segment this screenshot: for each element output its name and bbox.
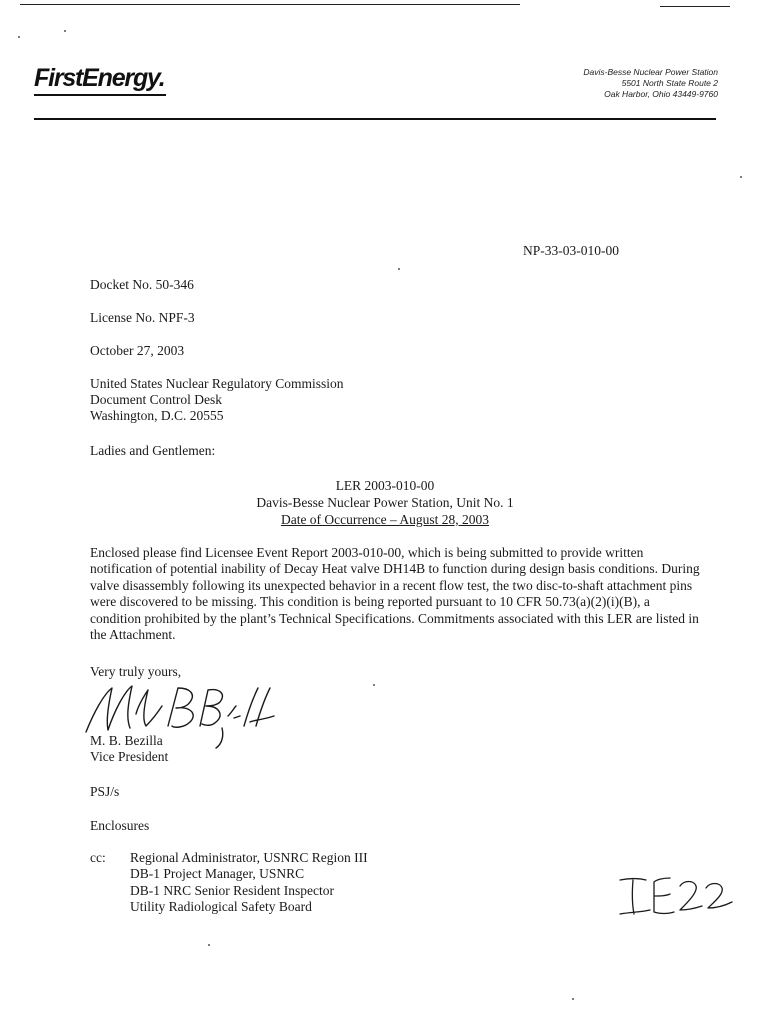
- signer-name: M. B. Bezilla: [90, 733, 163, 748]
- scan-speck: [208, 944, 210, 946]
- cc-recipient: Utility Radiological Safety Board: [130, 899, 312, 915]
- typist-initials: PSJ/s: [90, 784, 120, 799]
- subject-ler: LER 2003-010-00: [335, 478, 435, 493]
- top-rule-left: [20, 4, 520, 5]
- address-line: Oak Harbor, Ohio 43449-9760: [604, 89, 718, 99]
- scan-speck: [740, 176, 742, 178]
- top-rule-right: [660, 6, 730, 7]
- recipient-line: Washington, D.C. 20555: [90, 408, 224, 423]
- recipient-line: Document Control Desk: [90, 392, 222, 407]
- handwritten-mark: [612, 862, 736, 924]
- document-id: NP-33-03-010-00: [523, 243, 619, 258]
- address-line: Davis-Besse Nuclear Power Station: [583, 67, 718, 77]
- cc-recipient: DB-1 Project Manager, USNRC: [130, 866, 305, 882]
- docket-number: Docket No. 50-346: [90, 277, 194, 292]
- license-number: License No. NPF-3: [90, 310, 195, 325]
- logo-underline: [34, 94, 166, 96]
- salutation: Ladies and Gentlemen:: [90, 443, 216, 458]
- scan-speck: [398, 268, 400, 270]
- scan-speck: [64, 30, 66, 32]
- address-line: 5501 North State Route 2: [621, 78, 718, 88]
- signer-title: Vice President: [90, 749, 169, 764]
- enclosures-label: Enclosures: [90, 818, 150, 833]
- cc-recipient: Regional Administrator, USNRC Region III: [130, 850, 368, 865]
- scan-speck: [572, 998, 574, 1000]
- closing: Very truly yours,: [90, 664, 182, 679]
- cc-label: cc:: [90, 850, 106, 865]
- cc-list: [130, 850, 368, 916]
- station-address: [583, 67, 718, 100]
- date-of-occurrence: Date of Occurrence – August 28, 2003: [280, 512, 490, 527]
- recipient-line: United States Nuclear Regulatory Commission: [90, 376, 344, 391]
- cc-recipient: DB-1 NRC Senior Resident Inspector: [130, 882, 334, 898]
- letterhead-rule: [34, 118, 716, 120]
- company-logo: FirstEnergy.: [34, 64, 165, 92]
- scan-speck: [18, 36, 20, 38]
- letter-date: October 27, 2003: [90, 343, 185, 358]
- subject-date: [0, 511, 770, 528]
- scan-speck: [373, 684, 375, 686]
- body-paragraph: Enclosed please find Licensee Event Report 2003-010-00, which is being submitted to provide written notification of potential inability of Decay Heat valve DH14B to function during design basis conditions. During valve disassembly following its unexpected behavior in a recent flow test, the two disc-to-shaft attachment pins were discovered to be missing. This condition is being reported pursuant to 10 CFR 50.73(a)(2)(i)(B), a condition prohibited by the plant’s Technical Specifications. Commitments associated with this LER are listed in the Attachment.: [90, 545, 700, 643]
- subject-station: Davis-Besse Nuclear Power Station, Unit No. 1: [256, 495, 514, 510]
